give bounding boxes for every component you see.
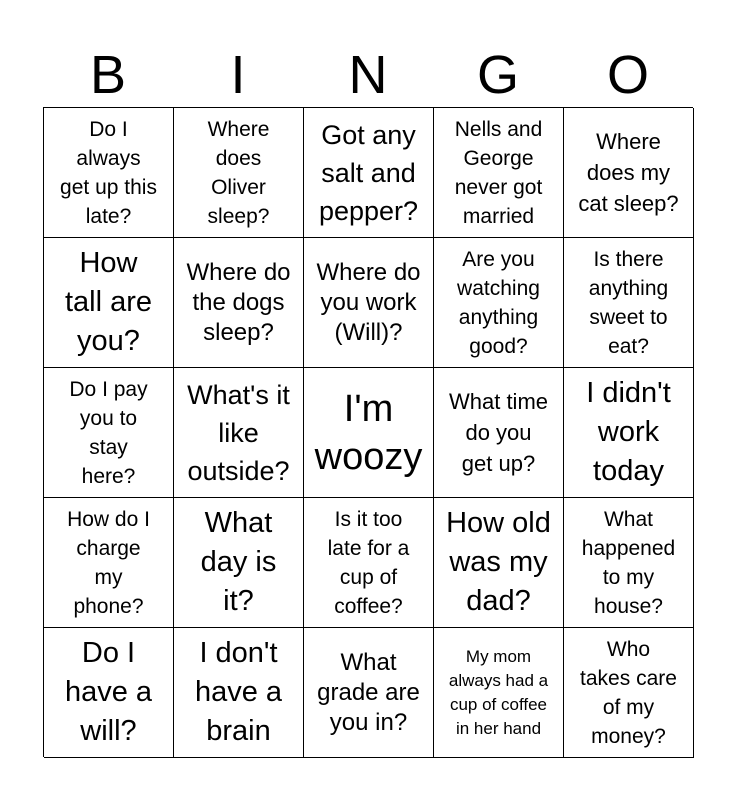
bingo-cell-r1c4[interactable]: [434, 108, 564, 238]
cell-text: Do I always get up this late?: [60, 117, 157, 228]
bingo-cell-r3c4[interactable]: [434, 368, 564, 498]
cell-text: I'm woozy: [314, 387, 423, 478]
bingo-cell-r2c4[interactable]: [434, 238, 564, 368]
cell-text: How do I charge my phone?: [67, 507, 150, 618]
bingo-cell-r3c5[interactable]: [564, 368, 694, 498]
header-letter-b: B: [89, 45, 127, 105]
cell-text: What day is it?: [200, 507, 277, 617]
cell-text: How tall are you?: [64, 247, 153, 357]
bingo-cell-r4c2[interactable]: [174, 498, 304, 628]
cell-text: Nells and George never got married: [454, 117, 543, 228]
bingo-cell-r4c5[interactable]: [564, 498, 694, 628]
bingo-cell-r1c3[interactable]: [304, 108, 434, 238]
bingo-cell-r2c1[interactable]: [44, 238, 174, 368]
bingo-cell-r3c3[interactable]: [304, 368, 434, 498]
cell-text: Are you watching anything good?: [457, 247, 540, 358]
cell-text: Where does my cat sleep?: [578, 129, 679, 216]
cell-text: My mom always had a cup of coffee in her hand: [448, 646, 549, 738]
bingo-cell-r5c4[interactable]: [434, 628, 564, 758]
cell-text: How old was my dad?: [446, 507, 551, 617]
cell-text: Where does Oliver sleep?: [207, 117, 270, 228]
header-letter-g: G: [476, 45, 519, 105]
bingo-cell-r5c5[interactable]: [564, 628, 694, 758]
cell-text: Do I pay you to stay here?: [69, 377, 148, 488]
cell-text: Got any salt and pepper?: [318, 119, 419, 226]
header-letter-o: O: [606, 45, 649, 105]
cell-text: Who takes care of my money?: [580, 637, 677, 748]
cell-text: Is there anything sweet to eat?: [588, 247, 669, 358]
bingo-cell-r1c5[interactable]: [564, 108, 694, 238]
cell-text: Is it too late for a cup of coffee?: [327, 507, 410, 618]
cell-text: Where do you work (Will)?: [316, 258, 421, 346]
bingo-cell-r4c4[interactable]: [434, 498, 564, 628]
bingo-cell-r3c2[interactable]: [174, 368, 304, 498]
bingo-cell-r4c3[interactable]: [304, 498, 434, 628]
bingo-cell-r5c3[interactable]: [304, 628, 434, 758]
bingo-cell-r5c1[interactable]: [44, 628, 174, 758]
bingo-cell-r1c2[interactable]: [174, 108, 304, 238]
cell-text: I didn't work today: [586, 377, 671, 487]
bingo-cell-r1c1[interactable]: [44, 108, 174, 238]
bingo-cell-r2c5[interactable]: [564, 238, 694, 368]
cell-text: I don't have a brain: [194, 637, 283, 747]
header-letter-n: N: [348, 45, 388, 105]
cell-text: What time do you get up?: [448, 389, 549, 476]
bingo-cell-r3c1[interactable]: [44, 368, 174, 498]
bingo-cell-r4c1[interactable]: [44, 498, 174, 628]
bingo-cell-r2c2[interactable]: [174, 238, 304, 368]
cell-text: What's it like outside?: [187, 379, 290, 486]
bingo-cell-r5c2[interactable]: [174, 628, 304, 758]
bingo-cell-r2c3[interactable]: [304, 238, 434, 368]
cell-text: What grade are you in?: [317, 648, 420, 736]
cell-text: What happened to my house?: [581, 507, 676, 618]
cell-text: Where do the dogs sleep?: [186, 258, 291, 346]
bingo-card-grid: [43, 107, 693, 757]
bingo-header: [43, 44, 693, 106]
header-letter-i: I: [230, 45, 246, 105]
cell-text: Do I have a will?: [64, 637, 153, 747]
